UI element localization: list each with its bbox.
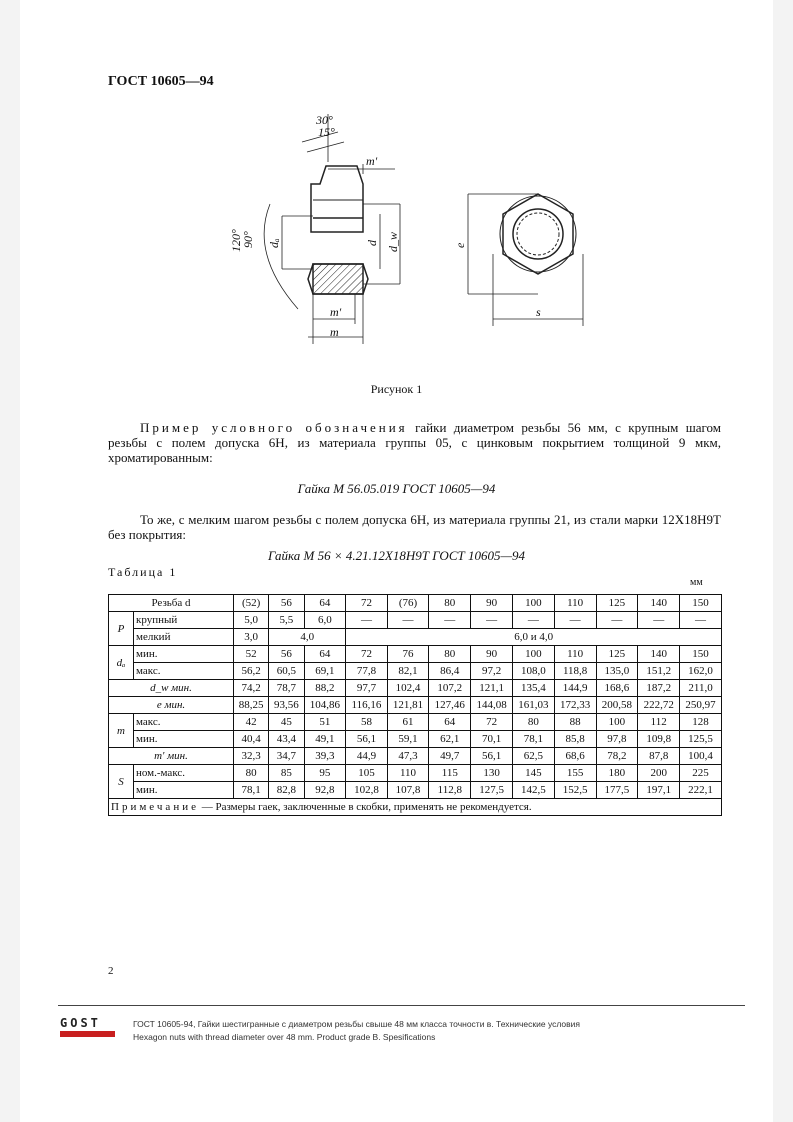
- table-cell: 162,0: [680, 663, 722, 680]
- table-cell: 121,81: [387, 697, 429, 714]
- table-row: [109, 646, 722, 663]
- coarse-label: крупный: [134, 612, 234, 629]
- footer-title-en: Hexagon nuts with thread diameter over 48 mm. Product grade B. Spesifications: [133, 1032, 436, 1042]
- table-cell: макс.: [134, 663, 234, 680]
- table-cell: 80: [512, 714, 554, 731]
- table-row: [109, 629, 722, 646]
- table-cell: 74,2: [234, 680, 269, 697]
- table-cell: —: [554, 612, 596, 629]
- table-cell: 97,7: [346, 680, 387, 697]
- table-cell: 47,3: [387, 748, 429, 765]
- table-row: [109, 799, 722, 816]
- table-cell: 151,2: [638, 663, 680, 680]
- table-cell: 5,0: [234, 612, 269, 629]
- d-label: d: [365, 240, 379, 246]
- table-cell: 78,1: [234, 782, 269, 799]
- table-cell: ном.-макс.: [134, 765, 234, 782]
- table-cell: 211,0: [680, 680, 722, 697]
- table-cell: 95: [304, 765, 346, 782]
- table-cell: 93,56: [269, 697, 304, 714]
- table-cell: 222,72: [638, 697, 680, 714]
- table-cell: 60,5: [269, 663, 304, 680]
- table-cell: макс.: [134, 714, 234, 731]
- table-cell: 80: [429, 595, 471, 612]
- table-cell: —: [638, 612, 680, 629]
- table-cell: 127,46: [429, 697, 471, 714]
- table-cell: 44,9: [346, 748, 387, 765]
- table-cell: —: [387, 612, 429, 629]
- table-cell: 144,9: [554, 680, 596, 697]
- fine-label: мелкий: [134, 629, 234, 646]
- table-cell: 56,1: [346, 731, 387, 748]
- table-row: [109, 731, 722, 748]
- table-cell: 222,1: [680, 782, 722, 799]
- table-cell: 72: [346, 595, 387, 612]
- table-cell: 34,7: [269, 748, 304, 765]
- table-cell: 64: [304, 646, 346, 663]
- nut-side-view: [308, 166, 368, 294]
- table-cell: 88,25: [234, 697, 269, 714]
- table-cell: 152,5: [554, 782, 596, 799]
- table-cell: 69,1: [304, 663, 346, 680]
- table-cell: 100: [596, 714, 638, 731]
- table-cell: 116,16: [346, 697, 387, 714]
- table-cell: 180: [596, 765, 638, 782]
- angle-120-label: 120°: [229, 229, 243, 252]
- table-cell: 86,4: [429, 663, 471, 680]
- table-cell: 39,3: [304, 748, 346, 765]
- table-cell: —: [512, 612, 554, 629]
- table-cell: 102,4: [387, 680, 429, 697]
- table-cell: —: [596, 612, 638, 629]
- table-cell: 85,8: [554, 731, 596, 748]
- table-row: [109, 782, 722, 799]
- s-label: s: [536, 305, 541, 319]
- table-cell: 62,1: [429, 731, 471, 748]
- table-cell: 88: [554, 714, 596, 731]
- designation-example-1: Гайка М 56.05.019 ГОСТ 10605—94: [297, 481, 496, 496]
- table-row: [109, 765, 722, 782]
- table-cell: 100: [512, 646, 554, 663]
- table-cell: 150: [680, 595, 722, 612]
- table-cell: 56: [269, 595, 304, 612]
- table-row: [109, 663, 722, 680]
- table-cell: 109,8: [638, 731, 680, 748]
- table-cell: —: [429, 612, 471, 629]
- m-label: m: [109, 714, 134, 748]
- table-cell: 97,2: [471, 663, 513, 680]
- table-cell: 49,7: [429, 748, 471, 765]
- table-cell: —: [471, 612, 513, 629]
- table-cell: 197,1: [638, 782, 680, 799]
- table-cell: 100,4: [680, 748, 722, 765]
- angle-30-label: 30°: [316, 113, 333, 127]
- page-number: 2: [108, 965, 114, 977]
- table-cell: 140: [638, 595, 680, 612]
- nut-top-view: [500, 194, 576, 274]
- table-cell: 177,5: [596, 782, 638, 799]
- table-cell: 42: [234, 714, 269, 731]
- table-cell: 78,2: [596, 748, 638, 765]
- table-cell: 128: [680, 714, 722, 731]
- table-cell: мин.: [134, 646, 234, 663]
- table-cell: 172,33: [554, 697, 596, 714]
- table-row: [109, 697, 722, 714]
- gost-logo-bar: [60, 1031, 115, 1037]
- table-cell: 85: [269, 765, 304, 782]
- da-label: dₐ: [267, 238, 281, 248]
- table-cell: 142,5: [512, 782, 554, 799]
- angle-90-label: 90°: [241, 231, 255, 248]
- table-cell: 72: [346, 646, 387, 663]
- table-cell: —: [346, 612, 387, 629]
- table-cell: 40,4: [234, 731, 269, 748]
- table-cell: 155: [554, 765, 596, 782]
- table-cell: 125: [596, 595, 638, 612]
- table-cell: 200,58: [596, 697, 638, 714]
- table-cell: 62,5: [512, 748, 554, 765]
- dimensions-table: [108, 594, 722, 816]
- S-label: S: [109, 765, 134, 799]
- table-cell: 56,1: [471, 748, 513, 765]
- table-cell: 200: [638, 765, 680, 782]
- table-cell: 90: [471, 646, 513, 663]
- mprime-top-label: m': [366, 154, 378, 168]
- table-cell: 61: [387, 714, 429, 731]
- table-cell: 56: [269, 646, 304, 663]
- table-cell: 82,1: [387, 663, 429, 680]
- table-cell: (52): [234, 595, 269, 612]
- table-cell: 56,2: [234, 663, 269, 680]
- table-cell: 145: [512, 765, 554, 782]
- table-cell: 127,5: [471, 782, 513, 799]
- paragraph-1: [108, 420, 721, 465]
- da-label: dₐ: [109, 646, 134, 680]
- table-cell: —: [680, 612, 722, 629]
- table-cell: 80: [429, 646, 471, 663]
- table-cell: (76): [387, 595, 429, 612]
- paragraph-1-text: гайки диаметром резьбы 56 мм, с крупным шагом резьбы с полем допуска 6Н, из материала группы 05, с цинковым покрытием толщиной 9 мкм, хроматированным:: [108, 420, 721, 465]
- table-cell: 130: [471, 765, 513, 782]
- table-cell: 150: [680, 646, 722, 663]
- table-cell: 49,1: [304, 731, 346, 748]
- mprime-bottom-label: m': [330, 305, 342, 319]
- dw-label: d_w мин.: [109, 680, 234, 697]
- table-cell: 78,1: [512, 731, 554, 748]
- table-cell: 70,1: [471, 731, 513, 748]
- table-cell: 58: [346, 714, 387, 731]
- table-row: [109, 748, 722, 765]
- angle-15-label: 15°: [318, 125, 335, 139]
- table-cell: 144,08: [471, 697, 513, 714]
- table-cell: 82,8: [269, 782, 304, 799]
- gost-logo-text: GOST: [60, 1016, 101, 1030]
- note-lead: Примечание: [111, 801, 199, 813]
- table-cell: 125,5: [680, 731, 722, 748]
- table-cell: 135,4: [512, 680, 554, 697]
- footer-title-ru: ГОСТ 10605-94, Гайки шестигранные с диаметром резьбы свыше 48 мм класса точности в. Технические условия: [133, 1019, 581, 1029]
- table-cell: 92,8: [304, 782, 346, 799]
- table-cell: 187,2: [638, 680, 680, 697]
- table-cell: 59,1: [387, 731, 429, 748]
- table-cell: 68,6: [554, 748, 596, 765]
- table-cell: 115: [429, 765, 471, 782]
- table-cell: 250,97: [680, 697, 722, 714]
- table-cell: 107,2: [429, 680, 471, 697]
- table-cell: 105: [346, 765, 387, 782]
- table-cell: 100: [512, 595, 554, 612]
- table-cell: 108,0: [512, 663, 554, 680]
- table-cell: 110: [554, 646, 596, 663]
- table-cell: 72: [471, 714, 513, 731]
- paragraph-1-spaced-lead: Пример условного обозначения: [140, 420, 408, 435]
- document-header: ГОСТ 10605—94: [108, 74, 214, 89]
- e-label: e мин.: [109, 697, 234, 714]
- table-cell: 107,8: [387, 782, 429, 799]
- table-cell: 225: [680, 765, 722, 782]
- table-row: [109, 714, 722, 731]
- e-label: e: [453, 242, 467, 248]
- table-cell: 168,6: [596, 680, 638, 697]
- table-row: [109, 612, 722, 629]
- table-cell: 76: [387, 646, 429, 663]
- table-row: [109, 595, 722, 612]
- table-cell: 64: [429, 714, 471, 731]
- table-cell: мин.: [134, 731, 234, 748]
- P-label: P: [109, 612, 134, 646]
- table-cell: 125: [596, 646, 638, 663]
- table-cell: 110: [387, 765, 429, 782]
- table-cell: 6,0: [304, 612, 346, 629]
- table-cell: 88,2: [304, 680, 346, 697]
- table-cell: 118,8: [554, 663, 596, 680]
- table-cell: 112: [638, 714, 680, 731]
- designation-example-2: Гайка М 56 × 4.21.12Х18Н9Т ГОСТ 10605—94: [267, 548, 526, 563]
- table-cell: 43,4: [269, 731, 304, 748]
- table-cell: 80: [234, 765, 269, 782]
- table-cell: 135,0: [596, 663, 638, 680]
- table-cell: 52: [234, 646, 269, 663]
- table-cell: 140: [638, 646, 680, 663]
- table-cell: 121,1: [471, 680, 513, 697]
- table-cell: 51: [304, 714, 346, 731]
- table-cell: 110: [554, 595, 596, 612]
- table-cell: 64: [304, 595, 346, 612]
- table-cell: 4,0: [269, 629, 346, 646]
- dw-label: d_w: [386, 231, 400, 252]
- footer-divider: [58, 1005, 745, 1006]
- table-label: Таблица 1: [108, 565, 178, 579]
- table-cell: 78,7: [269, 680, 304, 697]
- figure-1: [220, 104, 600, 364]
- table-cell: 112,8: [429, 782, 471, 799]
- table-cell: 77,8: [346, 663, 387, 680]
- m-label: m: [330, 325, 339, 339]
- table-cell: 6,0 и 4,0: [346, 629, 722, 646]
- gost-logo: [60, 1016, 115, 1042]
- table-row: [109, 680, 722, 697]
- table-cell: 104,86: [304, 697, 346, 714]
- table-cell: 97,8: [596, 731, 638, 748]
- table-cell: 45: [269, 714, 304, 731]
- figure-caption: Рисунок 1: [370, 382, 423, 396]
- table-cell: 5,5: [269, 612, 304, 629]
- table-note: [109, 799, 722, 816]
- table-cell: 90: [471, 595, 513, 612]
- paragraph-2: То же, с мелким шагом резьбы с полем допуска 6Н, из материала группы 21, из стали марки 12Х18Н9Т без покрытия:: [108, 512, 721, 542]
- mprime-label: m' мин.: [109, 748, 234, 765]
- table-cell: 161,03: [512, 697, 554, 714]
- thread-header: Резьба d: [109, 595, 234, 612]
- table-units: мм: [690, 577, 703, 588]
- table-cell: 102,8: [346, 782, 387, 799]
- table-cell: 32,3: [234, 748, 269, 765]
- table-cell: мин.: [134, 782, 234, 799]
- table-cell: 3,0: [234, 629, 269, 646]
- table-cell: 87,8: [638, 748, 680, 765]
- note-text: — Размеры гаек, заключенные в скобки, применять не рекомендуется.: [198, 801, 532, 813]
